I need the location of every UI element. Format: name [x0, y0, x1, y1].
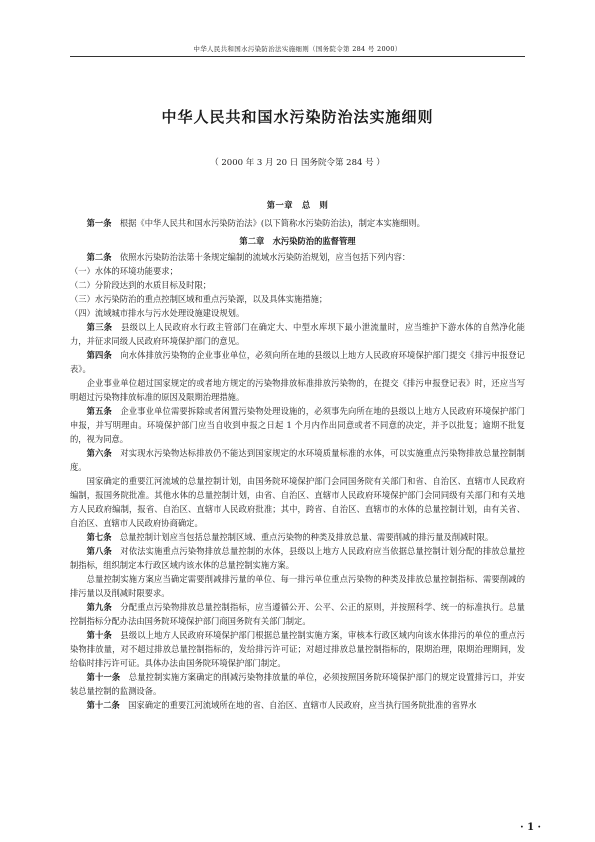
article-text: 分配重点污染物排放总量控制指标，应当遵循公开、公平、公正的原则，并按照科学、统一的标准执行。总量控制指标分配办法由国务院环境保护部门商国务院有关部门制定。: [70, 602, 525, 626]
article-paragraph: 企业事业单位超过国家规定的或者地方规定的污染物排放标准排放污染物的，在提交《排污申报登记表》时，还应当写明超过污染物排放标准的原因及限期治理措施。: [70, 378, 525, 402]
article-text: 国家确定的重要江河流域所在地的省、自治区、直辖市人民政府，应当执行国务院批准的省界水: [128, 700, 477, 710]
article: [70, 250, 525, 264]
article: [70, 670, 525, 698]
article-text: 总量控制计划应当包括总量控制区域、重点污染物的种类及排放总量、需要削减的排污量及削减时限。: [119, 532, 494, 542]
article: [70, 544, 525, 572]
article-number: 第十条: [86, 630, 112, 640]
article: [70, 600, 525, 628]
article-number: 第一条: [86, 218, 112, 228]
chapter-heading: 第二章 水污染防治的监督管理: [239, 236, 356, 246]
article-number: 第六条: [86, 448, 112, 458]
list-item: （一）水体的环境功能要求；: [70, 266, 178, 276]
article-number: 第三条: [86, 322, 113, 332]
article: [70, 320, 525, 348]
list-item: （三）水污染防治的重点控制区域和重点污染源，以及具体实施措施；: [70, 294, 328, 304]
article-text: 根据《中华人民共和国水污染防治法》(以下简称水污染防治法)，制定本实施细则。: [119, 218, 425, 228]
running-header: 中华人民共和国水污染防治法实施细则（国务院令第 284 号 2000）: [193, 45, 402, 53]
list-item: （二）分阶段达到的水质目标及时限；: [70, 280, 212, 290]
article: [70, 628, 525, 670]
article-text: 总量控制实施方案确定的削减污染物排放量的单位，必须按照国务院环境保护部门的规定设置排污口，并安装总量控制的监测设备。: [70, 672, 525, 696]
article-text: 企业事业单位需要拆除或者闲置污染物处理设施的，必须事先向所在地的县级以上地方人民政府环境保护部门申报，并写明理由。环境保护部门应当自收到申报之日起 1 个月内作出同意或者不同意的决定，并予以批复；逾期不批复的，视为同意。: [70, 406, 525, 444]
article: [70, 348, 525, 376]
article: [70, 446, 525, 474]
article: [70, 216, 525, 230]
article: [70, 698, 525, 712]
article-number: 第十二条: [86, 700, 120, 710]
article-text: 县级以上人民政府水行政主管部门在确定大、中型水库坝下最小泄流量时，应当维护下游水体的自然净化能力，并征求同级人民政府环境保护部门的意见。: [70, 322, 525, 346]
article-text: 向水体排放污染物的企业事业单位，必须向所在地的县级以上地方人民政府环境保护部门提交《排污申报登记表》。: [70, 350, 525, 374]
article: [70, 530, 525, 544]
article: [70, 404, 525, 446]
article-number: 第七条: [86, 532, 112, 542]
article-number: 第五条: [86, 406, 112, 416]
article-number: 第四条: [86, 350, 112, 360]
list-item: （四）流域城市排水与污水处理设施建设规划。: [70, 308, 245, 318]
article-number: 第十一条: [86, 672, 121, 682]
chapter-heading: 第一章 总 则: [266, 200, 329, 210]
article-number: 第八条: [86, 546, 112, 556]
header-rule: [70, 56, 525, 57]
page-number: · 1 ·: [520, 822, 541, 833]
article-text: 依照水污染防治法第十条规定编制的流域水污染防治规划，应当包括下列内容：: [119, 252, 411, 262]
article-text: 对实现水污染物达标排放仍不能达到国家规定的水环境质量标准的水体，可以实施重点污染物排放总量控制制度。: [70, 448, 525, 472]
article-paragraph: 总量控制实施方案应当确定需要削减排污量的单位、每一排污单位重点污染物的种类及排放总量控制指标、需要削减的排污量以及削减时限要求。: [70, 574, 525, 598]
article-text: 县级以上地方人民政府环境保护部门根据总量控制实施方案，审核本行政区域内向该水体排污的单位的重点污染物排放量，对不超过排放总量控制指标的，发给排污许可证；对超过排放总量控制指标的，限期治理，限期治理期间，发给临时排污许可证。具体办法由国务院环境保护部门制定。: [70, 630, 525, 668]
document-subtitle: （ 2000 年 3 月 20 日 国务院令第 284 号 ）: [210, 158, 385, 168]
document-body: [70, 198, 525, 712]
article-paragraph: 国家确定的重要江河流域的总量控制计划，由国务院环境保护部门会同国务院有关部门和省、自治区、直辖市人民政府编制，报国务院批准。其他水体的总量控制计划，由省、自治区、直辖市人民政府环境保护部门会同同级有关部门和有关地方人民政府编制，报省、自治区、直辖市人民政府批准；其中，跨省、自治区、直辖市的水体的总量控制计划，由有关省、自治区、直辖市人民政府协商确定。: [70, 476, 525, 528]
document-title: 中华人民共和国水污染防治法实施细则: [161, 108, 434, 126]
article-number: 第九条: [86, 602, 112, 612]
article-text: 对依法实施重点污染物排放总量控制的水体，县级以上地方人民政府应当依据总量控制计划分配的排放总量控制指标，组织制定本行政区域内该水体的总量控制实施方案。: [70, 546, 525, 570]
article-number: 第二条: [86, 252, 112, 262]
